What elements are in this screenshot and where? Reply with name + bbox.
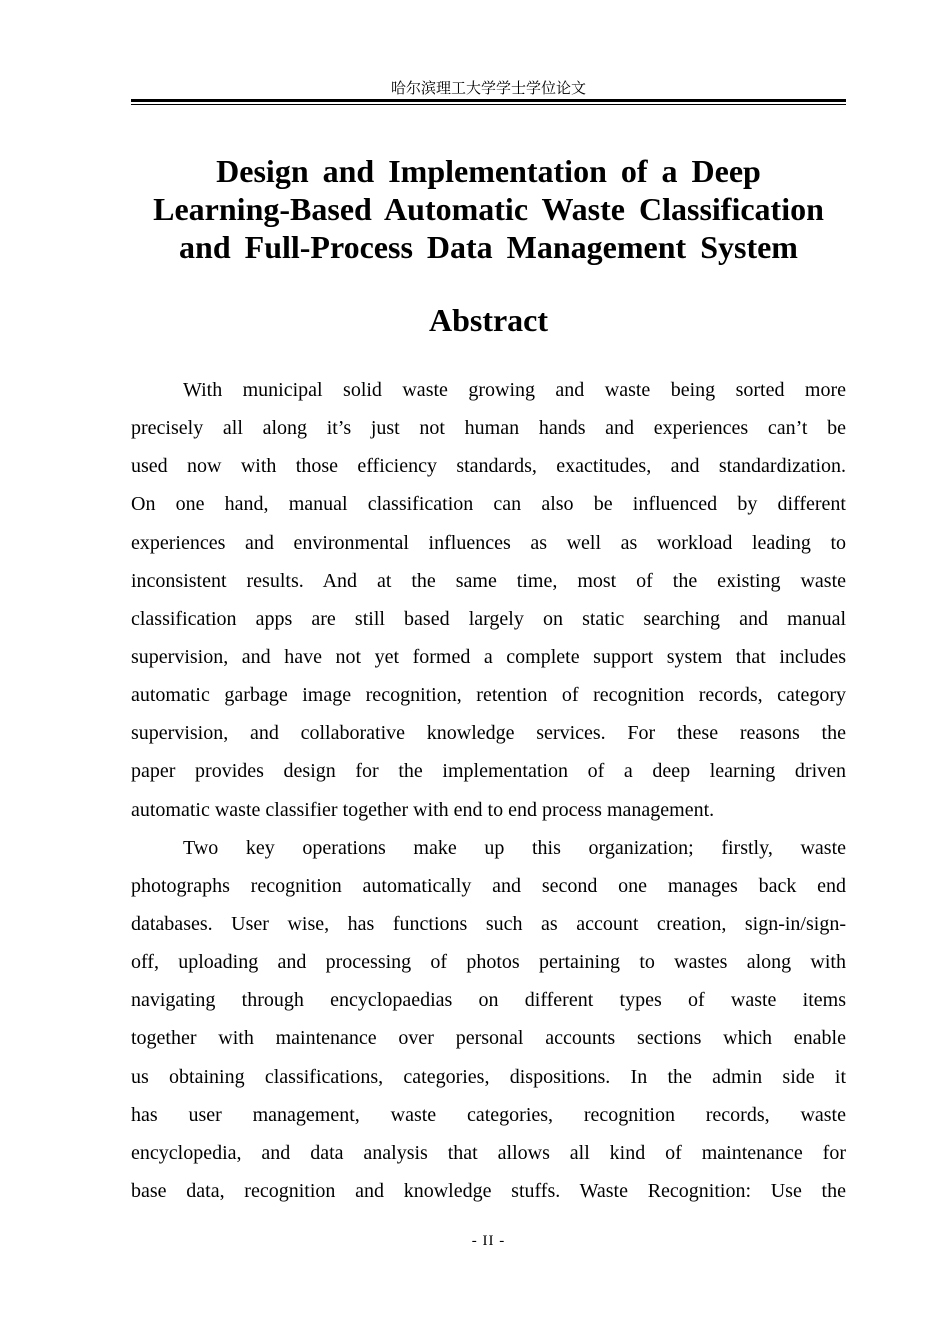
title-line: Learning-Based Automatic Waste Classification bbox=[153, 191, 824, 227]
title-line: Design and Implementation of a Deep bbox=[216, 153, 761, 189]
thesis-title bbox=[131, 152, 846, 266]
title-line: and Full-Process Data Management System bbox=[179, 229, 798, 265]
text-line: us obtaining classifications, categories, dispositions. In the admin side it bbox=[131, 1065, 846, 1088]
text-line: supervision, and have not yet formed a complete support system that includes bbox=[131, 645, 846, 668]
text-line: experiences and environmental influences as well as workload leading to bbox=[131, 531, 846, 554]
abstract-heading: Abstract bbox=[428, 302, 549, 338]
abstract-paragraph-2 bbox=[131, 829, 846, 1210]
text-line: supervision, and collaborative knowledge services. For these reasons the bbox=[131, 722, 846, 745]
text-line: encyclopedia, and data analysis that allows all kind of maintenance for bbox=[131, 1141, 846, 1164]
text-line: databases. User wise, has functions such as account creation, sign-in/sign- bbox=[131, 912, 846, 935]
running-header: 哈尔滨理工大学学士学位论文 bbox=[390, 79, 586, 97]
text-line: used now with those efficiency standards, exactitudes, and standardization. bbox=[131, 455, 846, 478]
text-line: With municipal solid waste growing and waste being sorted more bbox=[183, 379, 846, 401]
abstract-paragraph-1 bbox=[131, 371, 846, 829]
header-rule-thick bbox=[131, 99, 846, 102]
page-number: - II - bbox=[471, 1233, 506, 1249]
text-line: off, uploading and processing of photos pertaining to wastes along with bbox=[131, 951, 846, 974]
text-line: Two key operations make up this organization; firstly, waste bbox=[183, 836, 846, 859]
text-line: together with maintenance over personal accounts sections which enable bbox=[131, 1027, 846, 1050]
text-line: navigating through encyclopaedias on different types of waste items bbox=[131, 989, 846, 1012]
text-line: automatic garbage image recognition, retention of recognition records, category bbox=[131, 684, 846, 707]
abstract-body bbox=[131, 371, 846, 1210]
text-line: base data, recognition and knowledge stuffs. Waste Recognition: Use the bbox=[131, 1179, 846, 1202]
text-line: classification apps are still based largely on static searching and manual bbox=[131, 607, 846, 630]
text-line: automatic waste classifier together with end to end process management. bbox=[131, 798, 715, 821]
text-line: precisely all along it’s just not human hands and experiences can’t be bbox=[131, 417, 846, 440]
text-line: paper provides design for the implementation of a deep learning driven bbox=[131, 760, 846, 783]
text-line: inconsistent results. And at the same time, most of the existing waste bbox=[131, 569, 846, 592]
text-line: On one hand, manual classification can also be influenced by different bbox=[131, 493, 846, 516]
text-line: has user management, waste categories, recognition records, waste bbox=[131, 1103, 846, 1126]
header-rule-thin bbox=[131, 104, 846, 105]
text-line: photographs recognition automatically and second one manages back end bbox=[131, 874, 846, 897]
